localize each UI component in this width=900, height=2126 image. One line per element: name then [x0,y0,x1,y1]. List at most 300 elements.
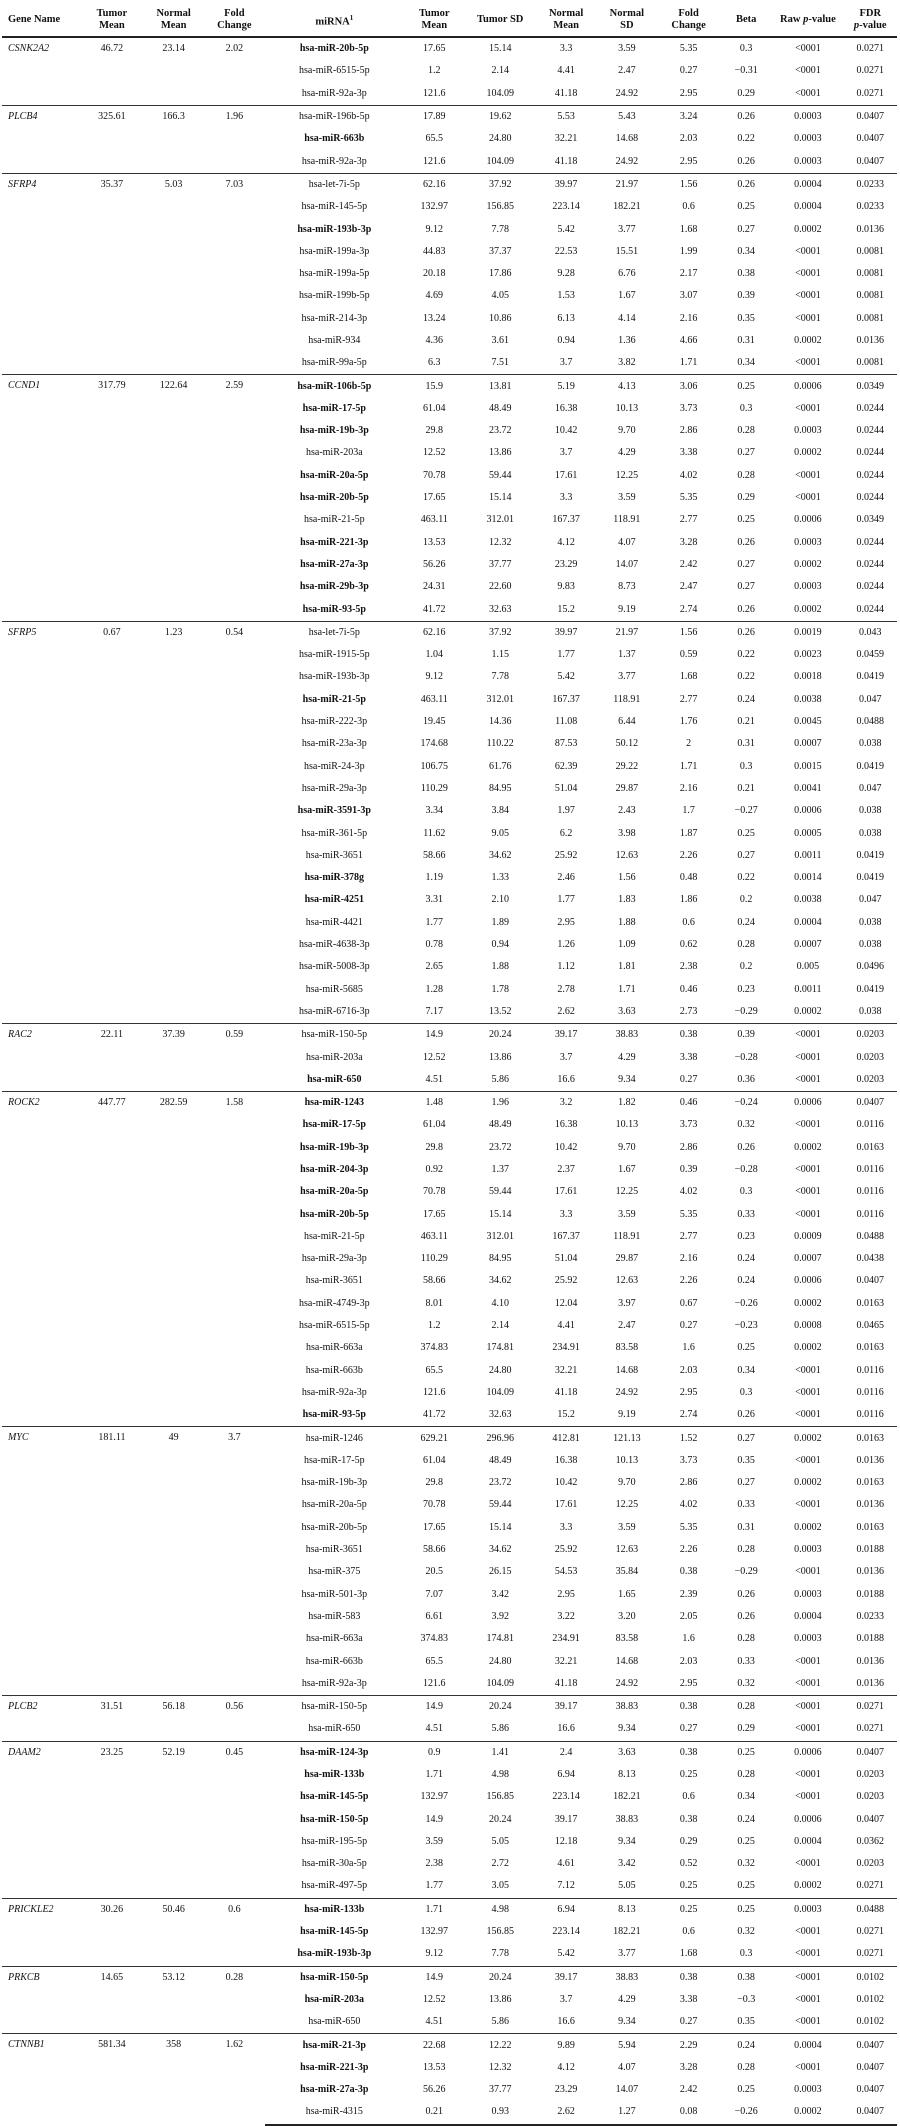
beta-value: 0.28 [720,1695,772,1718]
beta-value: 0.35 [737,1454,755,1466]
mirna-normal-sd: 9.34 [618,1723,636,1735]
fdr-p-value: 0.0203 [856,1858,884,1870]
mirna-tumor-mean: 62.16 [404,621,465,644]
mirna-name: hsa-miR-150-5p [265,1695,404,1718]
mirna-tumor-sd: 5.86 [491,2016,509,2028]
header-normal-mean: Normal Mean [143,2,204,37]
mirna-fold-change: 0.52 [679,1858,698,1870]
mirna-normal-sd: 38.83 [597,1024,658,1047]
mirna-tumor-sd: 59.44 [488,1186,512,1198]
mirna-normal-sd: 182.21 [613,201,641,213]
raw-p-value: <0001 [795,87,821,99]
mirna-name: hsa-miR-124-3p [265,1741,404,1764]
mirna-tumor-mean: 4.51 [425,1073,444,1085]
mirna-fold-change: 2.26 [679,849,698,861]
fdr-p-value: 0.0102 [856,2016,884,2028]
mirna-tumor-sd: 296.96 [465,1427,536,1450]
mirna-tumor-mean: 62.16 [404,173,465,196]
mirna-fold-change: 0.38 [679,1813,698,1825]
gene-normal-mean: 358 [143,2034,204,2125]
beta-value: 0.24 [737,1253,755,1265]
header-mirna-normal-sd: Normal SD [597,2,658,37]
mirna-name: hsa-miR-199a-5p [299,268,370,280]
fdr-p-value: 0.0136 [856,1499,884,1511]
mirna-tumor-mean: 17.65 [423,43,446,55]
mirna-normal-mean: 39.17 [536,1695,597,1718]
mirna-fold-change: 2.29 [657,2034,720,2057]
raw-p-value: <0001 [795,1791,821,1803]
fdr-p-value: 0.0203 [856,1073,884,1085]
mirna-normal-sd: 15.51 [615,245,639,257]
beta-value: 0.23 [737,1230,755,1242]
mirna-tumor-mean: 12.52 [423,1051,446,1063]
mirna-normal-mean: 22.53 [554,245,578,257]
fdr-p-value: 0.0244 [856,581,884,593]
raw-p-value: 0.0018 [794,671,822,683]
mirna-normal-mean: 1.77 [557,649,575,661]
mirna-normal-mean: 41.18 [554,1386,578,1398]
beta-value: 0.3 [739,1948,753,1960]
raw-p-value: 0.0011 [794,849,822,861]
mirna-tumor-mean: 70.78 [423,1186,446,1198]
mirna-fold-change: 0.38 [657,1966,720,1989]
gene-fold-change: 2.59 [204,375,265,621]
mirna-tumor-mean: 132.97 [420,1926,449,1938]
beta-value: 0.21 [737,782,755,794]
mirna-fold-change: 0.38 [657,1741,720,1764]
beta-value: 0.33 [737,1208,755,1220]
gene-tumor-mean: 581.34 [81,2034,144,2125]
mirna-normal-mean: 2.46 [557,872,575,884]
mirna-tumor-sd: 312.01 [486,1230,514,1242]
beta-value: 0.29 [737,87,755,99]
mirna-fold-change: 0.38 [657,1024,720,1047]
mirna-name: hsa-miR-650 [308,2016,361,2028]
mirna-name: hsa-miR-150-5p [300,1813,369,1825]
beta-value: 0.28 [737,469,755,481]
mirna-fold-change: 0.38 [657,1695,720,1718]
fdr-p-value: 0.038 [859,805,882,817]
mirna-tumor-mean: 41.72 [423,1409,446,1421]
fdr-p-value: 0.0163 [856,1141,884,1153]
fdr-p-value: 0.0203 [856,1791,884,1803]
fdr-p-value: 0.0163 [856,1477,884,1489]
mirna-tumor-mean: 0.92 [425,1163,444,1175]
mirna-fold-change: 1.7 [682,805,695,817]
beta-value: −0.23 [734,1320,758,1332]
header-fdr-p-value: FDR p-value [844,2,898,37]
fdr-p-value: 0.0488 [856,716,884,728]
mirna-tumor-mean: 4.69 [425,290,444,302]
mirna-fold-change: 1.71 [679,760,698,772]
mirna-tumor-mean: 41.72 [423,603,446,615]
mirna-tumor-mean: 61.04 [423,1454,446,1466]
fdr-p-value: 0.0271 [856,87,884,99]
mirna-name: hsa-miR-99a-5p [301,357,367,369]
mirna-name: hsa-miR-20b-5p [299,43,369,55]
mirna-normal-sd: 4.14 [618,312,636,324]
mirna-name: hsa-miR-193b-3p [297,1948,372,1960]
mirna-name: hsa-miR-650 [308,1723,361,1735]
mirna-tumor-mean: 6.61 [425,1610,444,1622]
fdr-p-value: 0.0203 [844,1024,898,1047]
beta-value: 0.26 [737,1588,755,1600]
mirna-tumor-sd: 23.72 [488,1141,512,1153]
mirna-tumor-sd: 2.14 [491,1320,509,1332]
mirna-fold-change: 2.26 [679,1544,698,1556]
mirna-normal-mean: 17.61 [554,469,578,481]
mirna-tumor-sd: 34.62 [488,1275,512,1287]
raw-p-value: 0.0006 [794,1275,822,1287]
mirna-name: hsa-miR-133b [304,1769,365,1780]
header-gene-name: Gene Name [2,2,81,37]
fdr-p-value: 0.0233 [856,201,884,213]
header-mirna-footnote-mark: 1 [349,13,354,22]
mirna-fold-change: 3.24 [657,105,720,128]
beta-value: 0.25 [737,1342,755,1354]
mirna-fold-change: 1.68 [679,223,698,235]
mirna-tumor-mean: 11.62 [423,827,446,839]
raw-p-value: <0001 [795,1499,821,1511]
mirna-name: hsa-miR-204-3p [300,1163,369,1175]
fdr-p-value: 0.047 [859,693,882,705]
mirna-normal-mean: 3.22 [557,1610,575,1622]
mirna-tumor-sd: 13.52 [488,1005,512,1017]
mirna-tumor-sd: 84.95 [488,1253,512,1265]
mirna-tumor-sd: 20.24 [465,1695,536,1718]
mirna-name: hsa-miR-663a [305,1342,363,1354]
fdr-p-value: 0.0136 [856,335,884,346]
raw-p-value: <0001 [772,1695,843,1718]
fdr-p-value: 0.0163 [844,1427,898,1450]
gene-normal-mean: 49 [143,1427,204,1696]
beta-value: 0.27 [737,1477,755,1489]
mirna-tumor-sd: 48.49 [488,402,512,414]
beta-value: 0.28 [737,2061,755,2073]
fdr-p-value: 0.0459 [856,649,884,661]
mirna-fold-change: 2.05 [679,1610,698,1622]
mirna-normal-mean: 1.26 [557,939,575,951]
mirna-normal-sd: 1.71 [618,983,636,995]
mirna-tumor-mean: 7.07 [425,1588,444,1600]
fdr-p-value: 0.0188 [856,1544,884,1556]
mirna-fold-change: 1.56 [657,173,720,196]
mirna-normal-mean: 3.7 [559,447,573,459]
beta-value: −0.27 [734,805,758,817]
mirna-normal-mean: 1.97 [557,805,575,817]
mirna-tumor-mean: 7.17 [425,1005,444,1017]
raw-p-value: 0.0011 [794,983,822,995]
raw-p-value: 0.0002 [794,1005,822,1017]
mirna-tumor-mean: 58.66 [423,849,446,861]
table-row [2,2034,897,2057]
mirna-normal-sd: 9.70 [618,1477,636,1489]
mirna-fold-change: 2.95 [679,1386,698,1398]
gene-name: PLCB4 [2,105,81,173]
beta-value: 0.25 [737,201,755,213]
mirna-name: hsa-miR-29a-3p [301,782,367,794]
mirna-name: hsa-miR-193b-3p [297,223,372,235]
gene-tumor-mean: 23.25 [81,1741,144,1898]
raw-p-value: 0.0006 [772,1741,843,1764]
mirna-tumor-sd: 1.96 [465,1091,536,1114]
mirna-name: hsa-miR-3651 [305,849,363,861]
mirna-fold-change: 1.86 [679,894,698,906]
mirna-normal-mean: 167.37 [552,514,580,526]
mirna-tumor-sd: 13.86 [488,1993,512,2005]
mirna-tumor-sd: 20.24 [465,1024,536,1047]
beta-value: 0.28 [737,1769,755,1780]
mirna-name: hsa-miR-1246 [265,1427,404,1450]
raw-p-value: 0.0015 [794,760,822,772]
mirna-name: hsa-miR-19b-3p [299,425,369,437]
table-row [2,1741,897,1764]
beta-value: 0.3 [739,760,753,772]
mirna-normal-sd: 38.83 [615,1813,639,1825]
mirna-tumor-sd: 3.61 [491,335,509,346]
mirna-fold-change: 2.38 [679,961,698,973]
mirna-tumor-sd: 4.10 [491,1297,509,1309]
mirna-normal-sd: 3.42 [618,1858,636,1870]
fdr-p-value: 0.0081 [856,290,884,302]
mirna-normal-mean: 54.53 [554,1566,578,1578]
mirna-tumor-sd: 1.78 [491,983,509,995]
mirna-tumor-mean: 65.5 [425,1364,444,1376]
mirna-fold-change: 3.06 [657,375,720,398]
raw-p-value: <0001 [795,1208,821,1220]
mirna-name: hsa-miR-203a [304,1993,365,2005]
mirna-fold-change: 2.73 [679,1005,698,1017]
gene-normal-mean: 53.12 [143,1966,204,2034]
mirna-fold-change: 2.86 [679,1141,698,1153]
beta-value: 0.26 [720,173,772,196]
mirna-tumor-sd: 34.62 [488,1544,512,1556]
gene-name: PRKCB [2,1966,81,2034]
mirna-normal-mean: 39.17 [536,1024,597,1047]
fdr-p-value: 0.0244 [856,603,884,615]
mirna-tumor-sd: 4.98 [465,1898,536,1921]
mirna-normal-sd: 83.58 [615,1633,639,1645]
gene-normal-mean: 1.23 [143,621,204,1023]
mirna-name: hsa-miR-20b-5p [299,492,369,504]
mirna-normal-mean: 223.14 [552,1926,580,1938]
fdr-p-value: 0.0188 [856,1588,884,1600]
mirna-normal-mean: 3.3 [559,43,573,55]
mirna-name: hsa-miR-497-5p [301,1880,368,1892]
mirna-normal-sd: 1.09 [618,939,636,951]
mirna-tumor-sd: 37.77 [488,558,512,570]
mirna-normal-mean: 25.92 [554,1275,578,1287]
mirna-normal-mean: 2.62 [536,2101,597,2124]
fdr-p-value: 0.0244 [856,492,884,504]
raw-p-value: <0001 [795,1655,821,1667]
fdr-p-value: 0.0349 [844,375,898,398]
fdr-p-value: 0.0136 [856,1566,884,1578]
mirna-normal-mean: 167.37 [552,693,580,705]
mirna-normal-sd: 118.91 [613,1230,641,1242]
mirna-normal-mean: 39.97 [536,173,597,196]
mirna-normal-mean: 16.6 [557,2016,575,2028]
beta-value: 0.29 [737,492,755,504]
mirna-normal-sd: 3.82 [618,357,636,369]
beta-value: −0.31 [734,65,758,77]
mirna-normal-mean: 25.92 [554,849,578,861]
mirna-name: hsa-miR-4315 [265,2101,404,2124]
mirna-tumor-mean: 3.31 [425,894,444,906]
gene-fold-change: 2.02 [225,43,244,54]
fdr-p-value: 0.0419 [856,983,884,995]
mirna-tumor-sd: 37.77 [488,2084,512,2096]
mirna-tumor-sd: 14.36 [488,716,512,728]
mirna-fold-change: 0.38 [679,1566,698,1578]
gene-fold-change: 0.59 [204,1024,265,1092]
mirna-tumor-mean: 65.5 [425,133,444,145]
mirna-tumor-sd: 32.63 [488,1409,512,1421]
mirna-fold-change: 0.46 [679,983,698,995]
mirna-normal-sd: 2.47 [618,1320,636,1332]
mirna-normal-sd: 50.12 [615,738,639,750]
beta-value: 0.3 [739,402,753,414]
mirna-normal-sd: 2.43 [618,805,636,817]
raw-p-value: 0.0003 [772,1898,843,1921]
mirna-normal-sd: 6.44 [618,716,636,728]
mirna-fold-change: 3.38 [679,1993,698,2005]
mirna-name: hsa-miR-3651 [305,1275,363,1287]
mirna-normal-mean: 223.14 [552,201,580,213]
mirna-normal-mean: 15.2 [557,603,575,615]
mirna-tumor-mean: 1.28 [425,983,444,995]
beta-value: 0.24 [737,1275,755,1287]
mirna-normal-sd: 1.65 [618,1588,636,1600]
mirna-tumor-mean: 2.65 [425,961,444,973]
fdr-p-value: 0.0496 [856,961,884,973]
beta-value: 0.33 [737,1499,755,1511]
fdr-p-value: 0.0438 [856,1253,884,1265]
raw-p-value: <0001 [795,1858,821,1870]
raw-p-value: 0.0003 [794,581,822,593]
mirna-name: hsa-miR-3651 [305,1544,363,1556]
mirna-name: hsa-miR-663b [305,1655,363,1667]
mirna-normal-sd: 3.98 [618,827,636,839]
mirna-normal-mean: 39.17 [554,1813,578,1825]
fdr-p-value: 0.0136 [856,1677,884,1689]
mirna-tumor-mean: 629.21 [404,1427,465,1450]
gene-name: PRICKLE2 [2,1898,81,1966]
gene-fold-change: 1.58 [204,1091,265,1426]
fdr-p-value: 0.0203 [856,1051,884,1063]
mirna-normal-mean: 10.42 [554,1477,578,1489]
mirna-tumor-mean: 121.6 [423,87,446,99]
mirna-name: hsa-miR-29b-3p [299,581,369,593]
mirna-name: hsa-miR-133b [265,1898,404,1921]
beta-value: 0.25 [737,827,755,839]
mirna-fold-change: 3.73 [679,1119,698,1131]
gene-tumor-mean: 22.11 [81,1024,144,1092]
mirna-normal-mean: 87.53 [554,738,578,750]
raw-p-value: 0.0004 [794,1835,822,1847]
fdr-p-value: 0.047 [859,782,882,794]
beta-value: 0.25 [720,1741,772,1764]
mirna-tumor-mean: 14.9 [404,1695,465,1718]
gene-tumor-mean: 447.77 [81,1091,144,1426]
mirna-tumor-mean: 15.9 [404,375,465,398]
mirna-fold-change: 2.95 [679,87,698,99]
mirna-tumor-sd: 156.85 [486,1926,514,1938]
fdr-p-value: 0.038 [859,1005,882,1017]
gene-name: PLCB2 [2,1695,81,1741]
raw-p-value: 0.0038 [794,894,822,906]
mirna-tumor-mean: 121.6 [423,155,446,167]
fdr-p-value: 0.0244 [856,425,884,437]
mirna-normal-mean: 17.61 [554,1186,578,1198]
mirna-tumor-mean: 65.5 [425,1655,444,1667]
mirna-tumor-sd: 156.85 [486,1791,514,1803]
mirna-normal-mean: 2.62 [557,1005,575,1017]
mirna-tumor-mean: 110.29 [420,782,448,794]
raw-p-value: 0.0019 [772,621,843,644]
mirna-name: hsa-miR-4749-3p [299,1297,370,1309]
mirna-tumor-sd: 5.05 [491,1835,509,1847]
mirna-fold-change: 4.02 [679,1186,698,1198]
mirna-normal-mean: 3.7 [559,1051,573,1063]
mirna-normal-mean: 2.78 [557,983,575,995]
raw-p-value: 0.0008 [794,1320,822,1332]
mirna-normal-mean: 234.91 [552,1633,580,1645]
mirna-fold-change: 4.66 [679,335,698,346]
mirna-tumor-mean: 61.04 [423,402,446,414]
gene-fold-change: 0.45 [204,1741,265,1898]
gene-normal-mean: 23.14 [162,43,185,54]
mirna-fold-change: 3.73 [679,402,698,414]
beta-value: 0.24 [720,2034,772,2057]
mirna-normal-mean: 62.39 [554,760,578,772]
mirna-tumor-sd: 10.86 [488,312,512,324]
beta-value: 0.26 [737,1409,755,1421]
mirna-normal-sd: 12.25 [615,469,639,481]
mirna-normal-mean: 1.12 [557,961,575,973]
mirna-name: hsa-miR-21-3p [265,2034,404,2057]
beta-value: 0.25 [720,1898,772,1921]
fdr-p-value: 0.0407 [856,155,884,167]
mirna-normal-mean: 7.12 [557,1880,575,1892]
raw-p-value: 0.0003 [794,536,822,548]
beta-value: 0.27 [737,581,755,593]
mirna-normal-sd: 4.29 [618,1993,636,2005]
mirna-tumor-sd: 59.44 [488,469,512,481]
beta-value: 0.3 [739,1186,753,1198]
gene-name: DAAM2 [2,1741,81,1898]
beta-value: 0.36 [737,1073,755,1085]
mirna-tumor-mean: 106.75 [420,760,449,772]
mirna-name: hsa-miR-663a [305,1633,363,1645]
mirna-normal-sd: 10.13 [615,1454,639,1466]
mirna-tumor-sd: 22.60 [488,581,512,593]
mirna-tumor-mean: 20.18 [423,268,446,280]
raw-p-value: 0.0023 [794,649,822,661]
mirna-normal-mean: 6.94 [557,1769,575,1780]
beta-value: 0.29 [737,1723,755,1735]
raw-p-value: 0.0003 [794,1544,822,1556]
header-row [2,2,897,37]
mirna-name: hsa-miR-222-3p [301,716,368,728]
mirna-normal-mean: 16.38 [554,1119,578,1131]
mirna-normal-mean: 41.18 [554,155,578,167]
raw-p-value: <0001 [795,245,821,257]
mirna-normal-sd: 1.83 [618,894,636,906]
mirna-normal-mean: 4.41 [557,1320,575,1332]
mirna-tumor-mean: 9.12 [425,671,444,683]
mirna-name: hsa-miR-106b-5p [265,375,404,398]
